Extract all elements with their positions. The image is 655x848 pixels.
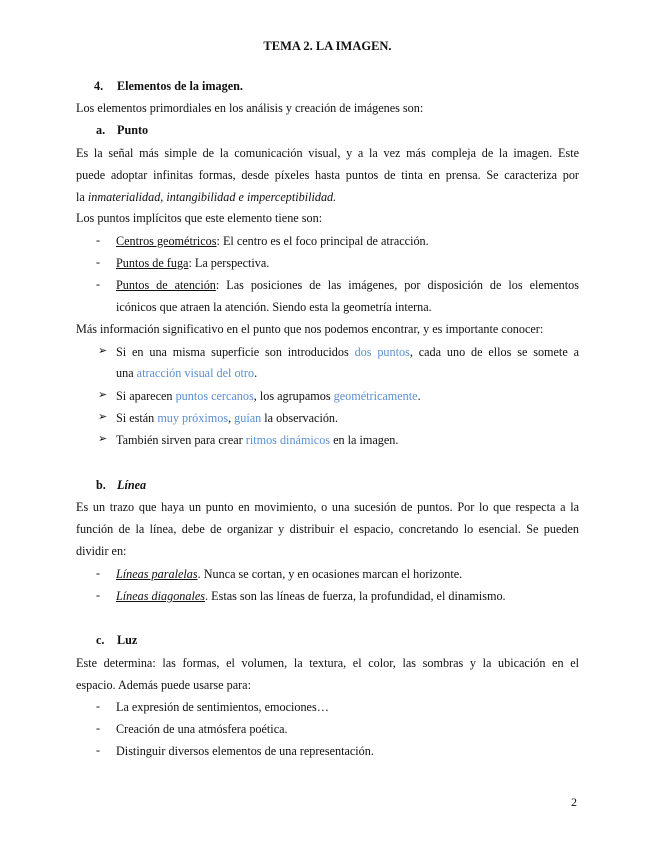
arrow-text: . xyxy=(254,366,258,380)
dash-bullet: - xyxy=(96,743,101,757)
highlight-text: puntos cercanos xyxy=(175,389,254,403)
dash-bullet: - xyxy=(96,566,101,580)
luz-paragraph-line: espacio. Además puede usarse para: xyxy=(76,678,251,692)
arrow-text: la observación. xyxy=(261,411,339,425)
luz-letter: c. xyxy=(96,633,105,647)
arrow-text: . xyxy=(417,389,421,403)
punto-text: la xyxy=(76,190,88,204)
dash-bullet: - xyxy=(96,255,101,269)
dash-bullet: - xyxy=(96,277,101,291)
linea-letter: b. xyxy=(96,478,106,492)
arrow-item-continuation xyxy=(116,365,257,381)
luz-paragraph-line: Este determina: las formas, el volumen, la textura, el color, las sombras y la ubicación en el xyxy=(76,656,579,670)
dash-bullet: - xyxy=(96,588,101,602)
highlight-text: guían xyxy=(234,411,262,425)
implicit-desc: : Las posiciones de las imágenes, por disposición de los elementos xyxy=(215,278,579,292)
dash-bullet: - xyxy=(96,699,101,713)
linea-item xyxy=(116,588,506,604)
section-4-number: 4. xyxy=(94,79,104,93)
punto-heading: Punto xyxy=(117,123,149,137)
highlight-text: atracción visual del otro xyxy=(136,366,255,380)
implicit-desc: : La perspectiva. xyxy=(188,256,270,270)
linea-term: Líneas paralelas xyxy=(116,567,198,581)
highlight-text: muy próximos xyxy=(157,411,229,425)
implicit-item-continuation: icónicos que atraen la atención. Siendo esta la geometría interna. xyxy=(116,300,432,314)
linea-paragraph-line: dividir en: xyxy=(76,544,127,558)
page-title: TEMA 2. LA IMAGEN. xyxy=(263,39,392,53)
implicit-item xyxy=(116,233,429,249)
arrow-text: Si en una misma superficie son introducidos xyxy=(116,345,355,359)
highlight-text: geométricamente xyxy=(333,389,418,403)
linea-desc: . Estas son las líneas de fuerza, la profundidad, el dinamismo. xyxy=(205,589,506,603)
linea-paragraph-line: Es un trazo que haya un punto en movimiento, o una sucesión de puntos. Por lo que respecta a la xyxy=(76,500,579,514)
linea-term: Líneas diagonales xyxy=(116,589,206,603)
arrow-text: , los agrupamos xyxy=(253,389,334,403)
arrow-text: También sirven para crear xyxy=(116,433,246,447)
punto-italic-text: inmaterialidad, intangibilidad e imperceptibilidad. xyxy=(87,190,337,204)
section-4-heading: Elementos de la imagen. xyxy=(117,79,243,93)
linea-item xyxy=(116,566,462,582)
luz-item: Creación de una atmósfera poética. xyxy=(116,722,288,736)
arrow-text: Si están xyxy=(116,411,158,425)
dash-bullet: - xyxy=(96,721,101,735)
implicit-term: Puntos de atención xyxy=(116,278,216,292)
linea-paragraph-line: función de la línea, debe de organizar y distribuir el espacio, concretando lo esencial. Se pueden xyxy=(76,522,579,536)
punto-paragraph-line xyxy=(76,189,336,205)
highlight-text: dos puntos xyxy=(354,345,410,359)
punto-letter: a. xyxy=(96,123,106,137)
highlight-text: ritmos dinámicos xyxy=(245,433,331,447)
arrow-bullet: ➢ xyxy=(98,411,108,423)
arrow-bullet: ➢ xyxy=(98,389,108,401)
luz-item: Distinguir diversos elementos de una representación. xyxy=(116,744,374,758)
arrow-text: una xyxy=(116,366,137,380)
dash-bullet: - xyxy=(96,233,101,247)
punto-paragraph-line: Es la señal más simple de la comunicación visual, y a la vez más compleja de la imagen. Este xyxy=(76,146,579,160)
arrow-text: , xyxy=(228,411,235,425)
arrow-text: en la imagen. xyxy=(330,433,399,447)
arrow-text: Si aparecen xyxy=(116,389,176,403)
linea-desc: . Nunca se cortan, y en ocasiones marcan el horizonte. xyxy=(197,567,463,581)
implicit-term: Centros geométricos xyxy=(116,234,217,248)
linea-heading: Línea xyxy=(117,478,147,492)
arrow-item xyxy=(116,388,421,404)
arrow-item xyxy=(116,432,398,448)
arrow-item xyxy=(116,410,338,426)
luz-item: La expresión de sentimientos, emociones… xyxy=(116,700,329,714)
arrow-bullet: ➢ xyxy=(98,433,108,445)
arrow-bullet: ➢ xyxy=(98,345,108,357)
luz-heading: Luz xyxy=(117,633,138,647)
more-info-intro: Más información significativo en el punto que nos podemos encontrar, y es importante conocer: xyxy=(76,322,544,336)
intro-paragraph: Los elementos primordiales en los análisis y creación de imágenes son: xyxy=(76,101,424,115)
implicit-item xyxy=(116,255,269,271)
implicit-item xyxy=(116,277,579,293)
implicit-intro: Los puntos implícitos que este elemento tiene son: xyxy=(76,211,323,225)
implicit-desc: : El centro es el foco principal de atracción. xyxy=(216,234,429,248)
arrow-text: , cada uno de ellos se somete a xyxy=(409,345,579,359)
arrow-item xyxy=(116,344,579,360)
punto-paragraph-line: puede adoptar infinitas formas, desde píxeles hasta puntos de tinta en prensa. Se caracteriza por xyxy=(76,168,579,182)
page-number: 2 xyxy=(571,795,577,809)
implicit-term: Puntos de fuga xyxy=(116,256,189,270)
